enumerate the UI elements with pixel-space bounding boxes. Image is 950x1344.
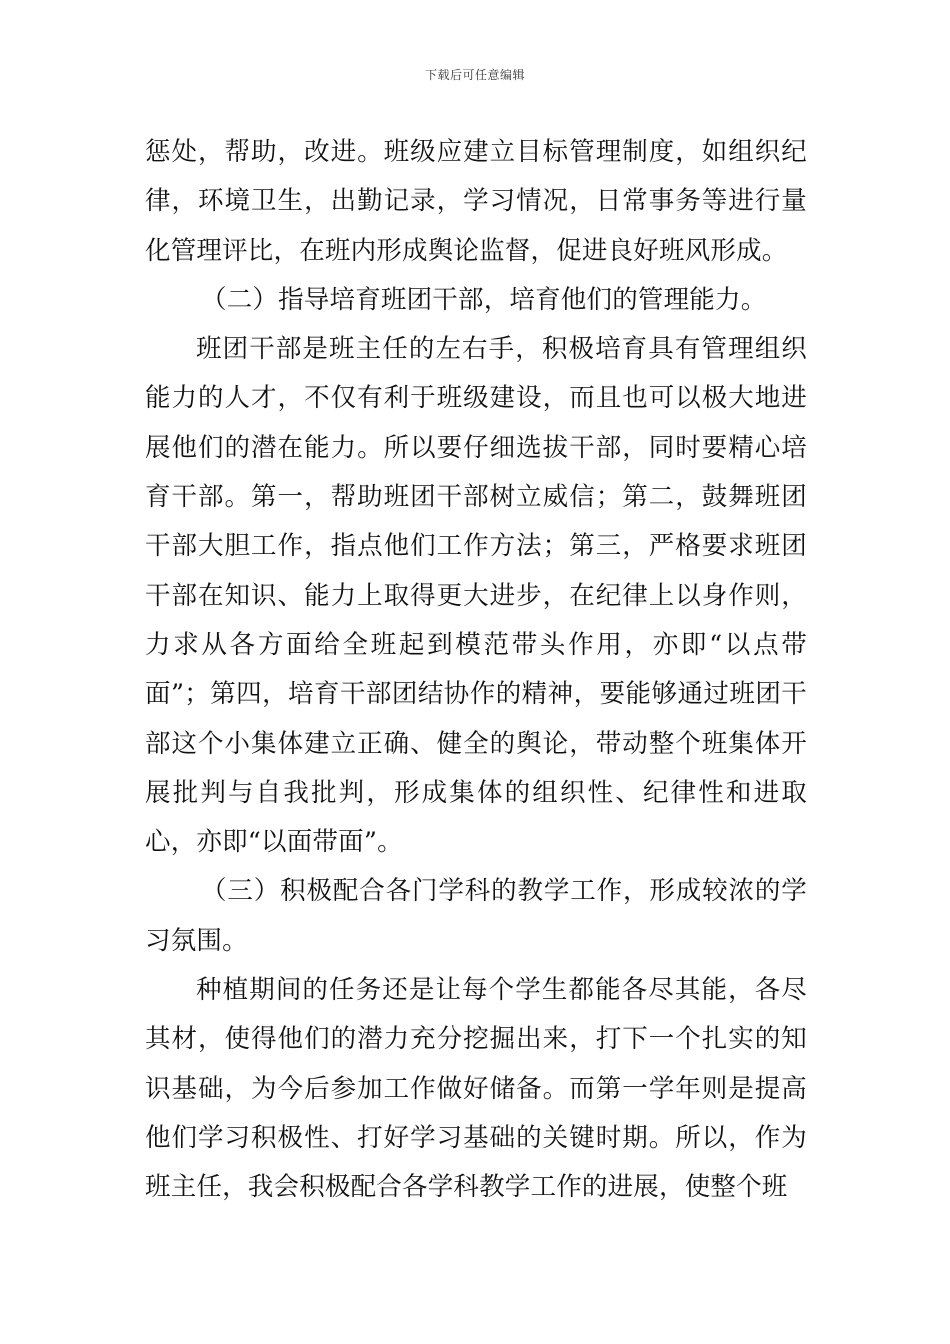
page-header-note: 下载后可任意编辑	[424, 68, 525, 82]
paragraph-cadre-training: 班团干部是班主任的左右手，积极培育具有管理组织能力的人才，不仅有利于班级建设，而且也可以极大地进展他们的潜在能力。所以要仔细选拔干部，同时要精心培育干部。第一，帮助班团干部树立威信；第二，鼓舞班团干部大胆工作，指点他们工作方法；第三，严格要求班团干部在知识、能力上取得更大进步，在纪律上以身作则，力求从各方面给全班起到模范带头作用，亦即“以点带面”；第四，培育干部团结协作的精神，要能够通过班团干部这个小集体建立正确、健全的舆论，带动整个班集体开展批判与自我批判，形成集体的组织性、纪律性和进取心，亦即“以面带面”。	[145, 334, 807, 858]
section-heading-2: （二）指导培育班团干部，培育他们的管理能力。	[201, 284, 767, 315]
section-heading-3: （三）积极配合各门学科的教学工作，形成较浓的学习氛围。	[145, 876, 807, 956]
document-body	[145, 128, 807, 1213]
paragraph-continuation: 惩处，帮助，改进。班级应建立目标管理制度，如组织纪律，环境卫生，出勤记录，学习情况，日常事务等进行量化管理评比，在班内形成舆论监督，促进良好班风形成。	[145, 137, 807, 266]
paragraph-learning-atmosphere: 种植期间的任务还是让每个学生都能各尽其能，各尽其材，使得他们的潜力充分挖掘出来，打下一个扎实的知识基础，为今后参加工作做好储备。而第一学年则是提高他们学习积极性、打好学习基础的关键时期。所以，作为班主任，我会积极配合各学科教学工作的进展，使整个班	[145, 975, 807, 1203]
